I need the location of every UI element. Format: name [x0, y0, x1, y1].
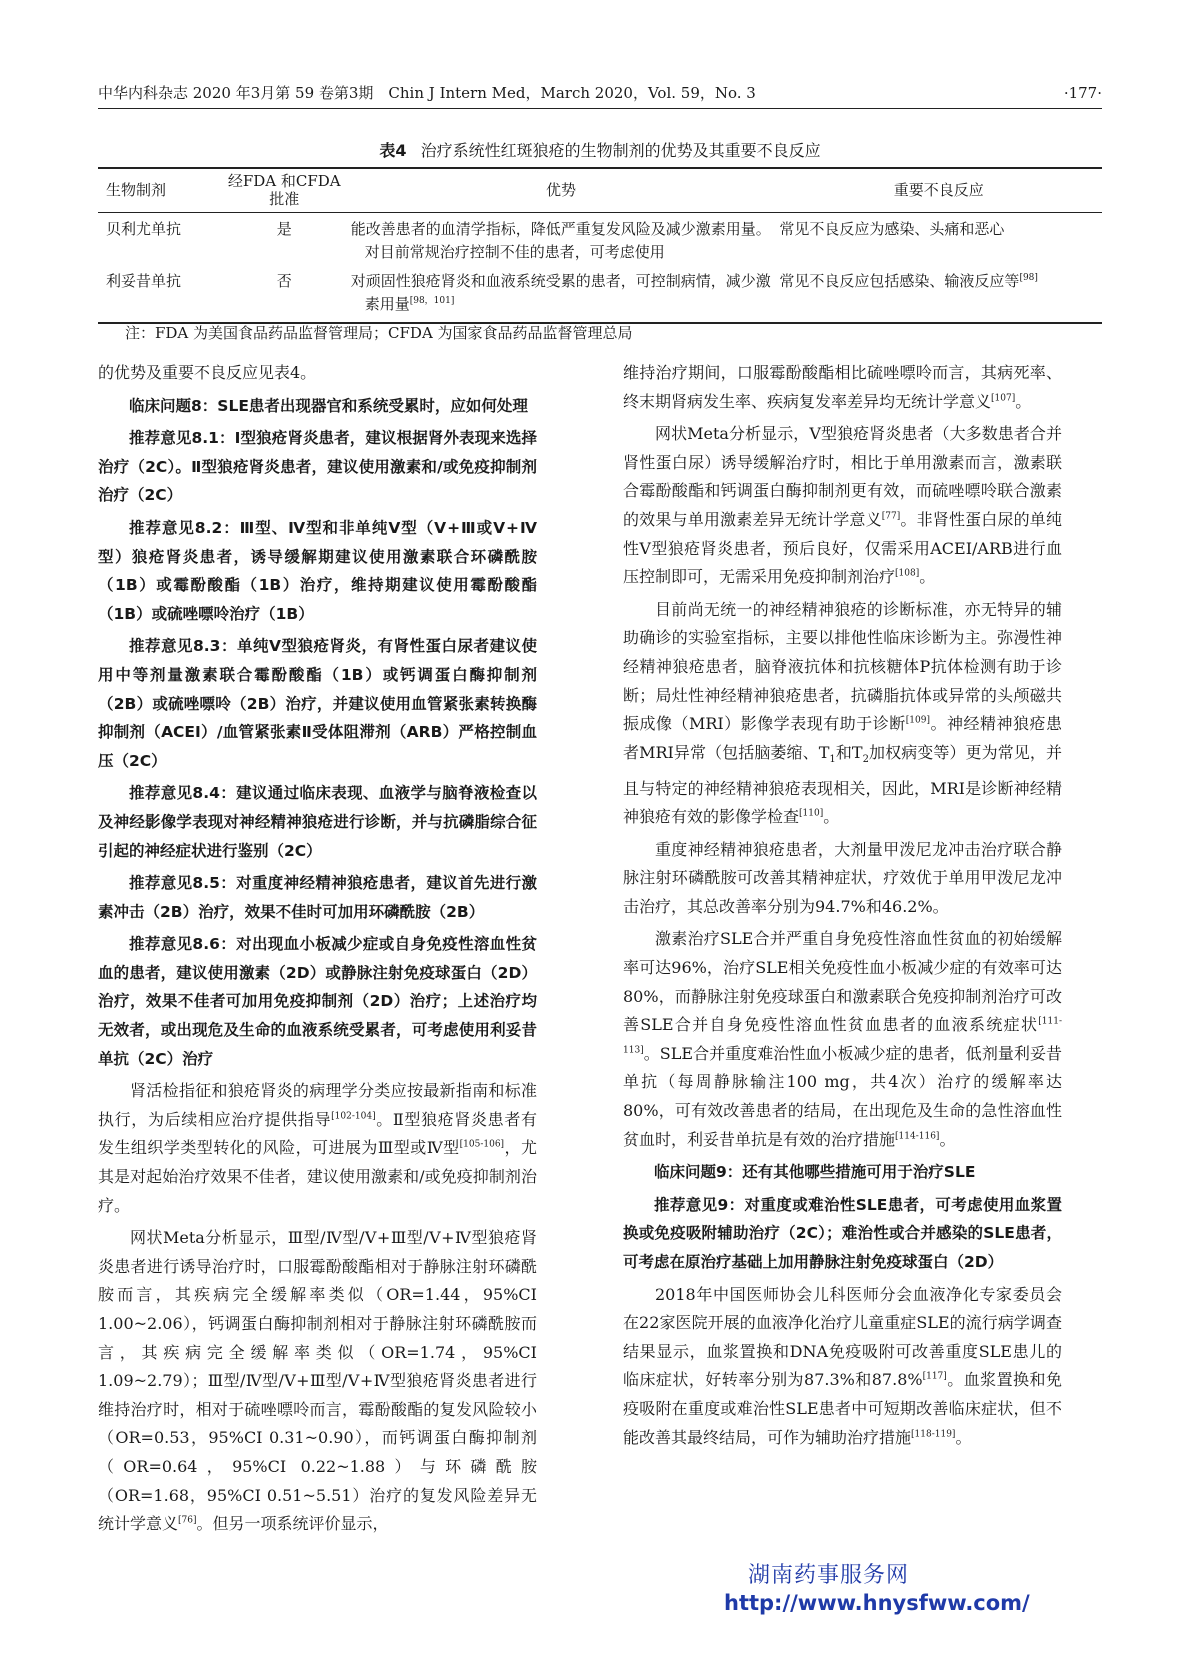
citation: [109] [905, 715, 930, 726]
citation: [98] [1019, 273, 1038, 283]
citation: [114-116] [895, 1131, 940, 1142]
cell-approval: 是 [276, 220, 292, 238]
advantage-text: 能改善患者的血清学指标，降低严重复发风险及减少激素用量。对目前常规治疗控制不佳的患者，可考虑使用 [350, 220, 771, 261]
adverse-text: 常见不良反应包括感染、输液反应等 [779, 272, 1020, 290]
advantage-text: 对顽固性狼疮肾炎和血液系统受累的患者，可控制病情，减少激素用量 [350, 272, 771, 313]
table-title: 治疗系统性红斑狼疮的生物制剂的优势及其重要不良反应 [420, 141, 821, 160]
table-row [98, 213, 1102, 266]
recommendation-heading: 推荐意见8.6：对出现血小板减少症或自身免疫性溶血性贫血的患者，建议使用激素（2D）或静脉注射免疫球蛋白（2D）治疗，效果不佳者可加用免疫抑制剂（2D）治疗；上述治疗均无效者，或出现危及生命的血液系统受累者，可考虑使用利妥昔单抗（2C）治疗 [98, 935, 537, 1068]
cell-agent: 贝利尤单抗 [106, 220, 182, 238]
col-header-approval: 经FDA 和CFDA 批准 [222, 168, 347, 213]
citation: [102-104] [331, 1111, 376, 1122]
citation: [108] [895, 568, 920, 579]
table-row [98, 265, 1102, 323]
body-column-left [98, 359, 537, 1539]
recommendation-heading: 临床问题9：还有其他哪些措施可用于治疗SLE [654, 1163, 976, 1182]
adverse-text: 常见不良反应为感染、头痛和恶心 [779, 220, 1005, 238]
body-paragraph: 目前尚无统一的神经精神狼疮的诊断标准，亦无特异的辅助确诊的实验室指标，主要以排他性临床诊断为主。弥漫性神经精神狼疮患者，脑脊液抗体和抗核糖体P抗体检测有助于诊断；局灶性神经精神狼疮患者，抗磷脂抗体或异常的头颅磁共振成像（MRI）影像学表现有助于诊断[109]。神经精神狼疮患者MRI异常（包括脑萎缩、$T_1$和$T_2$加权病变等）更为常见，并且与特定的神经精神狼疮表现相关，因此，MRI是诊断神经精神狼疮有效的影像学检查[110]。 [623, 599, 1062, 827]
recommendation-heading: 推荐意见8.1：Ⅰ型狼疮肾炎患者，建议根据肾外表现来选择治疗（2C）。Ⅱ型狼疮肾炎患者，建议使用激素和/或免疫抑制剂治疗（2C） [98, 429, 537, 505]
cell-adverse [775, 265, 1102, 323]
body-paragraph: 2018年中国医师协会儿科医师分会血液净化专家委员会在22家医院开展的血液净化治疗儿童重症SLE的流行病学调查结果显示，血浆置换和DNA免疫吸附可改善重度SLE患儿的临床症状，好转率分别为87.3%和87.8%[117]。血浆置换和免疫吸附在重度或难治性SLE患者中可短期改善临床症状，但不能改善其最终结局，可作为辅助治疗措施[118-119]。 [623, 1284, 1062, 1447]
citation: [110] [799, 808, 824, 819]
recommendation-heading: 推荐意见9：对重度或难治性SLE患者，可考虑使用血浆置换或免疫吸附辅助治疗（2C）；难治性或合并感染的SLE患者，可考虑在原治疗基础上加用静脉注射免疫球蛋白（2D） [623, 1195, 1062, 1271]
citation: [76] [178, 1515, 197, 1526]
body-paragraph: 网状Meta分析显示，Ⅲ型/Ⅳ型/Ⅴ+Ⅲ型/Ⅴ+Ⅳ型狼疮肾炎患者进行诱导治疗时，口服霉酚酸酯相对于静脉注射环磷酰胺而言，其疾病完全缓解率类似（OR=1.44，95%CI 1.00~2.06），钙调蛋白酶抑制剂相对于静脉注射环磷酰胺而言，其疾病完全缓解率类似（OR=1.74，95%CI 1.09~2.79）；Ⅲ型/Ⅳ型/Ⅴ+Ⅲ型/Ⅴ+Ⅳ型狼疮肾炎患者进行维持治疗时，相对于硫唑嘌呤而言，霉酚酸酯的复发风险较小（OR=0.53，95%CI 0.31~0.90），而钙调蛋白酶抑制剂（OR=0.64，95%CI 0.22~1.88）与环磷酰胺（OR=1.68，95%CI 0.51~5.51）治疗的复发风险差异无统计学意义[76]。但另一项系统评价显示， [98, 1228, 537, 1534]
watermark [724, 1558, 1030, 1615]
recommendation-heading: 推荐意见8.3：单纯Ⅴ型狼疮肾炎，有肾性蛋白尿者建议使用中等剂量激素联合霉酚酸酯（1B）或钙调蛋白酶抑制剂（2B）或硫唑嘌呤（2B）治疗，并建议使用血管紧张素转换酶抑制剂（ACEI）/血管紧张素Ⅱ受体阻滞剂（ARB）严格控制血压（2C） [98, 637, 537, 770]
table-caption [0, 138, 1200, 161]
col-header-agent: 生物制剂 [98, 168, 222, 213]
body-paragraph: 重度神经精神狼疮患者，大剂量甲泼尼龙冲击治疗联合静脉注射环磷酰胺可改善其精神症状，疗效优于单用甲泼尼龙冲击治疗，其总改善率分别为94.7%和46.2%。 [623, 839, 1062, 916]
col-header-advantage: 优势 [347, 168, 776, 213]
biologics-table [98, 167, 1102, 324]
citation: [118-119] [911, 1429, 956, 1440]
body-paragraph: 肾活检指征和狼疮肾炎的病理学分类应按最新指南和标准执行，为后续相应治疗提供指导[102-104]。Ⅱ型狼疮肾炎患者有发生组织学类型转化的风险，可进展为Ⅲ型或Ⅳ型[105-106]，尤其是对起始治疗效果不佳者，建议使用激素和/或免疫抑制剂治疗。 [98, 1081, 537, 1215]
body-paragraph: 激素治疗SLE合并严重自身免疫性溶血性贫血的初始缓解率可达96%，治疗SLE相关免疫性血小板减少症的有效率可达80%，而静脉注射免疫球蛋白和激素联合免疫抑制剂治疗可改善SLE合并自身免疫性溶血性贫血患者的血液系统症状[111-113]。SLE合并重度难治性血小板减少症的患者，低剂量利妥昔单抗（每周静脉输注100 mg，共4次）治疗的缓解率达80%，可有效改善患者的结局，在出现危及生命的急性溶血性贫血时，利妥昔单抗是有效的治疗措施[114-116]。 [623, 929, 1062, 1149]
page-number: ·177· [1063, 84, 1102, 102]
table-header-row [98, 168, 1102, 213]
citation: [111-113] [623, 1016, 1062, 1056]
col-header-adverse: 重要不良反应 [775, 168, 1102, 213]
journal-citation: 中华内科杂志 2020 年3月第 59 卷第3期 Chin J Intern Med，March 2020，Vol. 59，No. 3 [98, 84, 756, 102]
body-paragraph: 维持治疗期间，口服霉酚酸酯相比硫唑嘌呤而言，其病死率、终末期肾病发生率、疾病复发率差异均无统计学意义[107]。 [623, 363, 1062, 411]
cell-advantage [347, 265, 776, 323]
running-header [98, 82, 1102, 109]
citation: [105-106] [459, 1140, 505, 1151]
cell-adverse [775, 213, 1102, 266]
table-footnote: 注：FDA 为美国食品药品监督管理局；CFDA 为国家食品药品监督管理总局 [125, 324, 633, 342]
body-paragraph: 的优势及重要不良反应见表4。 [98, 363, 317, 382]
citation: [77] [881, 511, 901, 522]
recommendation-heading: 推荐意见8.2：Ⅲ型、Ⅳ型和非单纯Ⅴ型（Ⅴ+Ⅲ或Ⅴ+Ⅳ型）狼疮肾炎患者，诱导缓解期建议使用激素联合环磷酰胺（1B）或霉酚酸酯（1B）治疗，维持期建议使用霉酚酸酯（1B）或硫唑嘌呤治疗（1B） [98, 518, 537, 623]
recommendation-heading: 临床问题8：SLE患者出现器官和系统受累时，应如何处理 [129, 396, 528, 415]
table-label: 表4 [379, 141, 407, 160]
watermark-site-name: 湖南药事服务网 [748, 1563, 910, 1588]
citation: [98，101] [409, 296, 455, 306]
cell-approval: 否 [222, 265, 347, 323]
citation: [107] [991, 393, 1016, 404]
body-column-right [623, 359, 1062, 1452]
citation: [117] [922, 1372, 947, 1383]
cell-agent: 利妥昔单抗 [98, 265, 222, 323]
watermark-url: http://www.hnysfww.com/ [724, 1591, 1030, 1615]
recommendation-heading: 推荐意见8.5：对重度神经精神狼疮患者，建议首先进行激素冲击（2B）治疗，效果不佳时可加用环磷酰胺（2B） [98, 874, 537, 921]
recommendation-heading: 推荐意见8.4：建议通过临床表现、血液学与脑脊液检查以及神经影像学表现对神经精神狼疮进行诊断，并与抗磷脂综合征引起的神经症状进行鉴别（2C） [98, 784, 537, 860]
body-paragraph: 网状Meta分析显示，Ⅴ型狼疮肾炎患者（大多数患者合并肾性蛋白尿）诱导缓解治疗时，相比于单用激素而言，激素联合霉酚酸酯和钙调蛋白酶抑制剂更有效，而硫唑嘌呤联合激素的效果与单用激素差异无统计学意义[77]。非肾性蛋白尿的单纯性Ⅴ型狼疮肾炎患者，预后良好，仅需采用ACEI/ARB进行血压控制即可，无需采用免疫抑制剂治疗[108]。 [623, 424, 1062, 587]
cell-advantage [347, 213, 776, 266]
